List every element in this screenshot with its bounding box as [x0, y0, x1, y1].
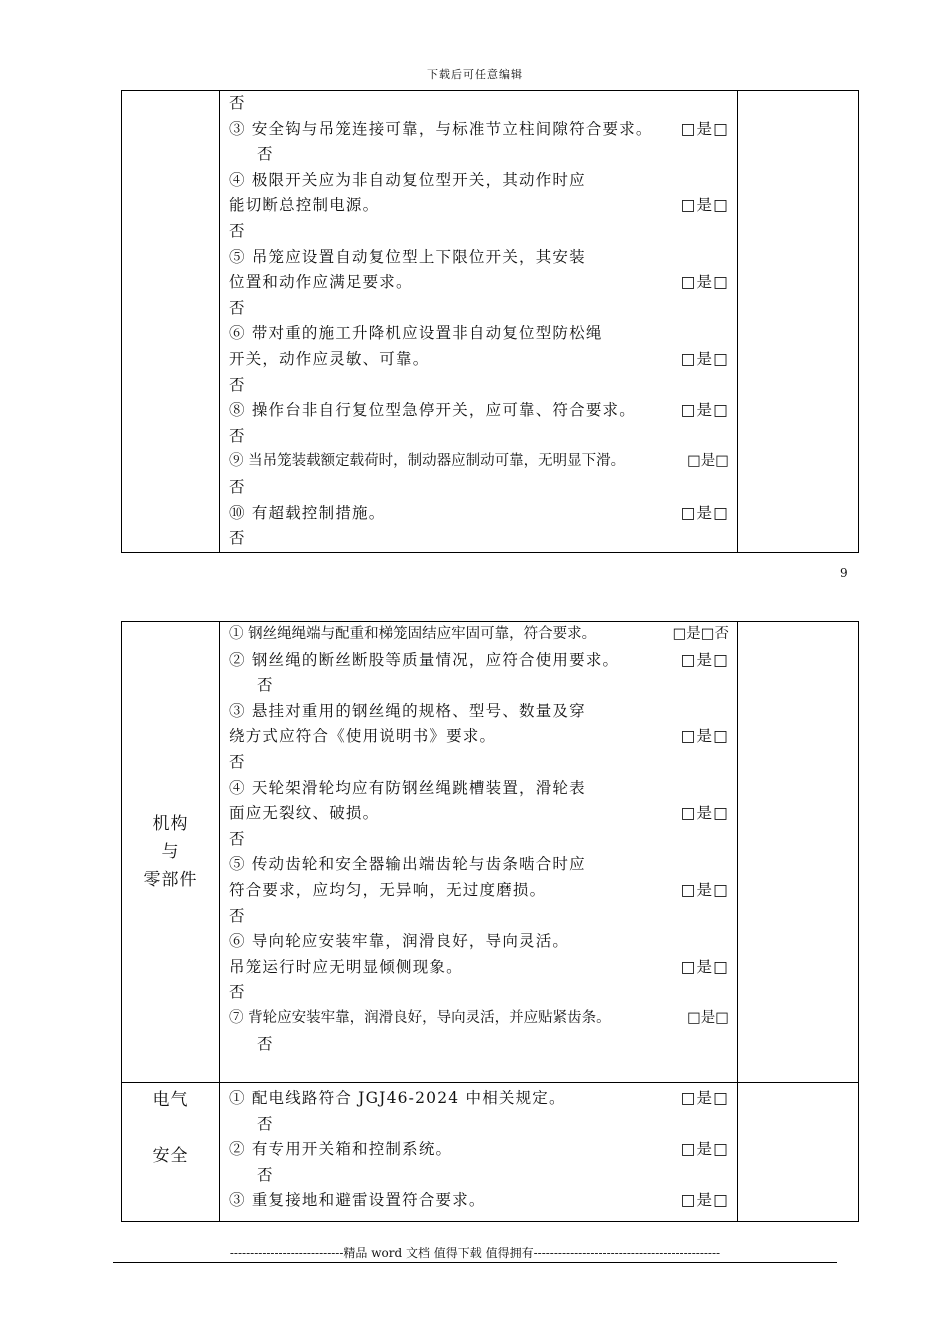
checklist-line — [229, 347, 729, 373]
checklist-line — [229, 929, 729, 955]
checklist-line — [229, 168, 729, 194]
checklist-line — [229, 1163, 729, 1189]
inspection-table-continued — [121, 90, 859, 553]
checklist-line — [229, 955, 729, 981]
yes-no-checkbox[interactable]: □是□ — [680, 1191, 729, 1210]
checklist-line — [229, 1188, 729, 1214]
checklist-line — [229, 750, 729, 776]
category-word — [122, 1114, 219, 1142]
item-text: ⑧ 操作台非自行复位型急停开关，应可靠、符合要求。 — [229, 401, 636, 420]
yes-no-checkbox[interactable]: □是□ — [680, 503, 729, 522]
item-text: 否 — [229, 983, 246, 1002]
item-text: ② 有专用开关箱和控制系统。 — [229, 1140, 453, 1159]
yes-no-checkbox[interactable]: □是□否 — [672, 626, 729, 642]
checklist-line — [229, 878, 729, 904]
checklist-line — [229, 373, 729, 399]
yes-no-checkbox[interactable]: □是□ — [680, 196, 729, 215]
item-text: ⑨ 当吊笼装载额定载荷时，制动器应制动可靠，无明显下滑。 — [229, 453, 626, 470]
item-text: ⑤ 传动齿轮和安全器输出端齿轮与齿条啮合时应 — [229, 855, 586, 874]
checklist-line — [229, 245, 729, 271]
page-footer: ----------------------------精品 word 文档 值得下载 值得拥有---------------------------------------------- — [229, 1246, 721, 1260]
checklist-line — [229, 776, 729, 802]
item-text: ⑤ 吊笼应设置自动复位型上下限位开关，其安装 — [229, 247, 586, 266]
checklist-line — [229, 91, 729, 117]
category-cell-mechanism — [122, 622, 220, 1083]
item-text: ③ 悬挂对重用的钢丝绳的规格、型号、数量及穿 — [229, 701, 586, 720]
items-cell — [220, 1083, 738, 1222]
checklist-line — [229, 475, 729, 501]
checklist-line — [229, 852, 729, 878]
item-text: ⑦ 背轮应安装牢靠，润滑良好，导向灵活，并应贴紧齿条。 — [229, 1009, 611, 1026]
checklist-line — [229, 648, 729, 674]
inspection-table — [121, 621, 859, 1222]
item-text: 位置和动作应满足要求。 — [229, 273, 413, 292]
checklist-line — [229, 673, 729, 699]
item-text: 否 — [229, 906, 246, 925]
category-cell-electrical — [122, 1083, 220, 1222]
item-text: ② 钢丝绳的断丝断股等质量情况，应符合使用要求。 — [229, 650, 620, 669]
checklist-line — [229, 321, 729, 347]
item-list — [220, 1083, 737, 1214]
checklist-line — [229, 219, 729, 245]
item-text: 绕方式应符合《使用说明书》要求。 — [229, 727, 497, 746]
item-text: ① 钢丝绳绳端与配重和梯笼固结应牢固可靠，符合要求。 — [229, 626, 597, 642]
item-text: 否 — [257, 676, 274, 695]
checklist-line — [229, 827, 729, 853]
remarks-cell — [738, 622, 859, 1083]
item-text: 否 — [257, 1165, 274, 1184]
category-word: 零部件 — [143, 870, 198, 890]
checklist-line — [229, 904, 729, 930]
item-text: ④ 极限开关应为非自动复位型开关，其动作时应 — [229, 170, 586, 189]
remarks-cell — [738, 1083, 859, 1222]
item-text: ③ 安全钩与吊笼连接可靠，与标准节立柱间隙符合要求。 — [229, 119, 653, 138]
checklist-line — [229, 526, 729, 552]
checklist-line — [229, 724, 729, 750]
yes-no-checkbox[interactable]: □是□ — [680, 727, 729, 746]
item-text: 否 — [257, 145, 274, 164]
item-text: ⑥ 导向轮应安装牢靠，润滑良好，导向灵活。 — [229, 932, 570, 951]
yes-no-checkbox[interactable]: □是□ — [680, 349, 729, 368]
yes-no-checkbox[interactable]: □是□ — [680, 1089, 729, 1107]
yes-no-checkbox[interactable]: □是□ — [680, 1140, 729, 1159]
yes-no-checkbox[interactable]: □是□ — [680, 401, 729, 420]
checklist-line — [229, 1137, 729, 1163]
checklist-line — [229, 142, 729, 168]
item-text: 否 — [229, 529, 246, 548]
item-text: ④ 天轮架滑轮均应有防钢丝绳跳槽装置，滑轮表 — [229, 778, 586, 797]
item-list — [220, 622, 737, 1057]
item-text: 吊笼运行时应无明显倾侧现象。 — [229, 957, 463, 976]
category-word: 安全 — [152, 1146, 189, 1166]
item-list — [220, 91, 737, 552]
item-text: 符合要求，应均匀，无异响，无过度磨损。 — [229, 880, 547, 899]
item-text: 能切断总控制电源。 — [229, 196, 380, 215]
item-text: ⑩ 有超载控制措施。 — [229, 503, 386, 522]
item-text: ① 配电线路符合 JGJ46-2024 中相关规定。 — [229, 1089, 566, 1107]
item-text: 面应无裂纹、破损。 — [229, 804, 380, 823]
category-label — [122, 810, 219, 894]
checklist-line — [229, 270, 729, 296]
item-text: 开关，动作应灵敏、可靠。 — [229, 349, 430, 368]
item-text: 否 — [229, 298, 246, 317]
yes-no-checkbox[interactable]: □是□ — [680, 273, 729, 292]
checklist-line — [229, 398, 729, 424]
item-text: 否 — [229, 221, 246, 240]
checklist-line — [229, 296, 729, 322]
page-header: 下载后可任意编辑 — [427, 68, 523, 81]
item-text: 否 — [257, 1034, 274, 1053]
yes-no-checkbox[interactable]: □是□ — [680, 650, 729, 669]
yes-no-checkbox[interactable]: □是□ — [687, 453, 729, 470]
item-text: 否 — [229, 477, 246, 496]
checklist-line — [229, 424, 729, 450]
checklist-line — [229, 117, 729, 143]
item-text: ⑥ 带对重的施工升降机应设置非自动复位型防松绳 — [229, 324, 603, 343]
checklist-line — [229, 1112, 729, 1138]
item-text: ③ 重复接地和避雷设置符合要求。 — [229, 1191, 486, 1210]
yes-no-checkbox[interactable]: □是□ — [680, 957, 729, 976]
page-number: 9 — [840, 566, 848, 580]
category-word: 机构 — [152, 814, 189, 834]
checklist-line — [229, 1006, 729, 1032]
checklist-line — [229, 980, 729, 1006]
category-label — [122, 1083, 219, 1170]
checklist-line — [229, 699, 729, 725]
checklist-line — [229, 801, 729, 827]
item-text: 否 — [257, 1114, 274, 1133]
checklist-line — [229, 193, 729, 219]
item-text: 否 — [229, 94, 246, 112]
yes-no-checkbox[interactable]: □是□ — [680, 119, 729, 138]
yes-no-checkbox[interactable]: □是□ — [687, 1009, 729, 1026]
category-word: 电气 — [152, 1090, 189, 1110]
items-cell — [220, 622, 738, 1083]
checklist-line — [229, 449, 729, 475]
checklist-line — [229, 622, 729, 648]
item-text: 否 — [229, 752, 246, 771]
item-text: 否 — [229, 375, 246, 394]
checklist-line — [229, 1032, 729, 1058]
footer-rule — [113, 1262, 837, 1263]
category-word: 与 — [161, 842, 180, 862]
item-text: 否 — [229, 829, 246, 848]
checklist-line — [229, 501, 729, 527]
yes-no-checkbox[interactable]: □是□ — [680, 880, 729, 899]
items-cell — [220, 91, 738, 553]
category-cell-empty — [122, 91, 220, 553]
remarks-cell — [738, 91, 859, 553]
item-text: 否 — [229, 426, 246, 445]
yes-no-checkbox[interactable]: □是□ — [680, 804, 729, 823]
checklist-line — [229, 1086, 729, 1112]
